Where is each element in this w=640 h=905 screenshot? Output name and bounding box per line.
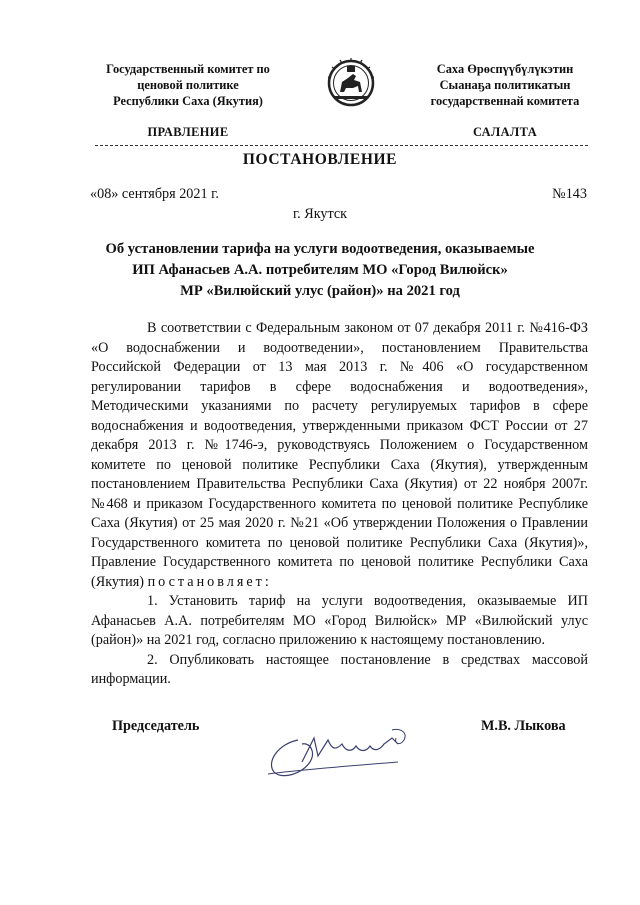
body-paragraph-3: 2. Опубликовать настоящее постановление в средствах массовой информации.: [91, 651, 588, 687]
document-city: г. Якутск: [292, 206, 348, 222]
body-paragraph-2: 1. Установить тариф на услуги водоотведения, оказываемые ИП Афанасьев А.А. потребителям МО «Город Вилюйск» МР «Вилюйский улус (район)» на 2021 год, согласно приложению к настоящему постановлению.: [91, 593, 588, 648]
header-left-subtitle: ПРАВЛЕНИЕ: [147, 125, 229, 139]
header-right-line-2: Сыанаҕа политикатын: [439, 78, 571, 92]
document-date: «08» сентября 2021 г.: [90, 186, 219, 202]
header-left-line-1: Государственный комитет по: [106, 62, 270, 76]
sakha-republic-emblem-icon: [320, 58, 382, 108]
body-paragraph-1-text: В соответствии с Федеральным законом от 07 декабря 2011 г. №416-ФЗ «О водоснабжении и водоотведении», постановлением Правительства Российской Федерации от 13 мая 2013 г. №406 «О государственном регулировании тарифов в сфере водоснабжения и водоотведения», Методическими указаниями по расчету регулируемых тарифов в сфере водоснабжения и водоотведения, утвержденными приказом ФСТ России от 27 декабря 2013 г. №1746-э, руководствуясь Положением о Государственном комитете по ценовой политике Республики Саха (Якутия), утвержденным постановлением Правительства Республики Саха (Якутия) от 22 ноября 2007г. №468 и приказом Государственного комитета по ценовой политике Республике Саха (Якутия) от 25 мая 2020 г. №21 «Об утверждении Положения о Правлении Государственного комитета по ценовой политике Республики Саха (Якутия)», Правление Государственного комитета по ценовой политике Республики Саха (Якутия): [91, 320, 588, 590]
document-body: [91, 319, 588, 690]
header-left: [88, 61, 288, 109]
document-title: ПОСТАНОВЛЕНИЕ: [242, 151, 398, 168]
handwritten-signature-icon: [258, 722, 418, 784]
document-subject: [60, 239, 580, 302]
header-left-line-3: Республики Саха (Якутия): [113, 94, 263, 108]
document-number: №143: [552, 186, 587, 202]
header-left-line-2: ценовой политике: [137, 78, 239, 92]
header-right-line-1: Саха Өрөспүүбүлүкэтин: [436, 62, 574, 76]
subject-line-1: Об установлении тарифа на услуги водоотведения, оказываемые: [105, 241, 535, 257]
subject-line-2: ИП Афанасьев А.А. потребителям МО «Город Вилюйск»: [132, 262, 508, 278]
header-divider: [95, 145, 588, 146]
header-right-line-3: государственнай комитета: [430, 94, 580, 108]
header-right-subtitle: САЛАЛТА: [472, 125, 538, 139]
signatory-role: Председатель: [112, 718, 200, 734]
decree-word: постановляет:: [147, 573, 272, 590]
signatory-name: М.В. Лыкова: [481, 718, 566, 734]
header-right: [420, 61, 590, 109]
body-paragraph-1: [91, 319, 588, 592]
subject-line-3: МР «Вилюйский улус (район)» на 2021 год: [180, 283, 460, 299]
